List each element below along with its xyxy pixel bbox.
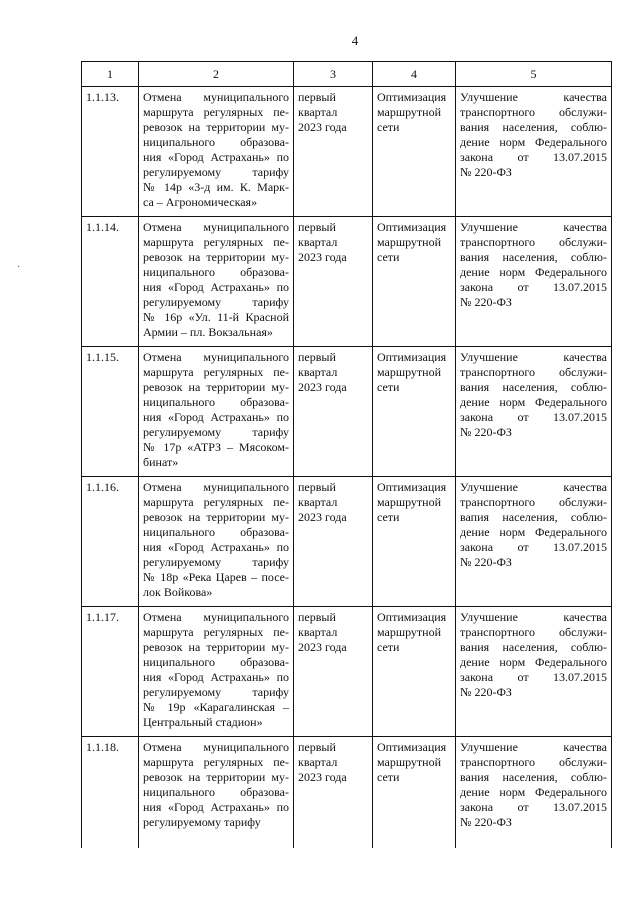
- cell-text-line: ниципального образова-: [143, 265, 289, 279]
- cell-text-line: транспортного обслужи-: [460, 495, 607, 509]
- cell-text-line: сети: [377, 640, 400, 654]
- cell-text-line: Оптимизация: [377, 220, 447, 234]
- description-cell: [139, 87, 294, 217]
- table-row: [82, 737, 612, 849]
- table-row: [82, 607, 612, 737]
- cell-text-line: вания населения, соблю-: [460, 250, 607, 264]
- cell-text-line: дение норм Федерального: [460, 135, 607, 149]
- cell-text-line: № 14р «3-д им. К. Марк-: [143, 180, 289, 194]
- cell-text-line: 2023 года: [298, 640, 347, 654]
- cell-text-line: ниципального образова-: [143, 525, 289, 539]
- cell-text-line: квартал: [298, 495, 338, 509]
- cell-text-line: Отмена муниципального: [143, 90, 289, 104]
- description-cell: [139, 477, 294, 607]
- cell-text-line: маршрутной: [377, 625, 442, 639]
- cell-text-line: дение норм Федерального: [460, 785, 607, 799]
- period-cell: [294, 477, 373, 607]
- cell-text-line: ревозок на территории му-: [143, 770, 289, 784]
- cell-text-line: первый: [298, 90, 336, 104]
- cell-text-line: дение норм Федерального: [460, 395, 607, 409]
- cell-text-line: Улучшение качества: [460, 610, 607, 624]
- description-cell: [139, 607, 294, 737]
- cell-text-line: Центральный стадион»: [143, 715, 263, 729]
- cell-text-line: маршрутной: [377, 365, 442, 379]
- cell-text-line: дение норм Федерального: [460, 655, 607, 669]
- cell-text-line: маршрута регулярных пе-: [143, 625, 289, 639]
- cell-text-line: ревозок на территории му-: [143, 120, 289, 134]
- cell-text-line: Оптимизация: [377, 350, 447, 364]
- column-header: 5: [456, 62, 612, 87]
- cell-text-line: закона от 13.07.2015: [460, 150, 607, 164]
- goal-cell: [456, 737, 612, 849]
- description-cell: [139, 347, 294, 477]
- cell-text-line: сети: [377, 510, 400, 524]
- column-header: 3: [294, 62, 373, 87]
- table-header-row: [82, 62, 612, 87]
- cell-text-line: закона от 13.07.2015: [460, 410, 607, 424]
- cell-text-line: маршрутной: [377, 755, 442, 769]
- cell-text-line: Оптимизация: [377, 90, 447, 104]
- cell-text-line: регулируемому тарифу: [143, 815, 261, 829]
- period-cell: [294, 737, 373, 849]
- margin-mark: ·: [17, 262, 21, 273]
- cell-text-line: регулируемому тарифу: [143, 165, 289, 179]
- measure-cell: [373, 477, 456, 607]
- cell-text-line: маршрута регулярных пе-: [143, 495, 289, 509]
- cell-text-line: регулируемому тарифу: [143, 425, 289, 439]
- cell-text-line: закона от 13.07.2015: [460, 540, 607, 554]
- cell-text-line: ревозок на территории му-: [143, 640, 289, 654]
- cell-text-line: № 220-ФЗ: [460, 685, 512, 699]
- cell-text-line: № 220-ФЗ: [460, 555, 512, 569]
- description-cell: [139, 737, 294, 849]
- cell-text-line: № 16р «Ул. 11-й Красной: [143, 310, 289, 324]
- cell-text-line: сети: [377, 120, 400, 134]
- measure-cell: [373, 217, 456, 347]
- cell-text-line: маршрутной: [377, 105, 442, 119]
- cell-text-line: вания населения, соблю-: [460, 770, 607, 784]
- goal-cell: [456, 347, 612, 477]
- item-number-cell: 1.1.14.: [82, 217, 139, 347]
- cell-text-line: 2023 года: [298, 510, 347, 524]
- table-row: [82, 347, 612, 477]
- period-cell: [294, 217, 373, 347]
- column-header: 1: [82, 62, 139, 87]
- description-cell: [139, 217, 294, 347]
- cell-text-line: маршрутной: [377, 495, 442, 509]
- cell-text-line: транспортного обслужи-: [460, 235, 607, 249]
- goal-cell: [456, 87, 612, 217]
- cell-text-line: Улучшение качества: [460, 350, 607, 364]
- cell-text-line: первый: [298, 220, 336, 234]
- cell-text-line: Отмена муниципального: [143, 610, 289, 624]
- cell-text-line: первый: [298, 740, 336, 754]
- cell-text-line: № 220-ФЗ: [460, 295, 512, 309]
- cell-text-line: ниципального образова-: [143, 655, 289, 669]
- cell-text-line: ния «Город Астрахань» по: [143, 540, 289, 554]
- cell-text-line: маршрута регулярных пе-: [143, 365, 289, 379]
- cell-text-line: квартал: [298, 365, 338, 379]
- measures-table: [81, 61, 612, 848]
- cell-text-line: Отмена муниципального: [143, 480, 289, 494]
- cell-text-line: квартал: [298, 235, 338, 249]
- period-cell: [294, 607, 373, 737]
- table-row: [82, 477, 612, 607]
- cell-text-line: № 18р «Река Царев – посе-: [143, 570, 289, 584]
- item-number-cell: 1.1.17.: [82, 607, 139, 737]
- cell-text-line: Улучшение качества: [460, 220, 607, 234]
- cell-text-line: сети: [377, 770, 400, 784]
- cell-text-line: квартал: [298, 755, 338, 769]
- cell-text-line: ния «Город Астрахань» по: [143, 670, 289, 684]
- period-cell: [294, 347, 373, 477]
- cell-text-line: са – Агрономическая»: [143, 195, 258, 209]
- measure-cell: [373, 607, 456, 737]
- cell-text-line: маршрута регулярных пе-: [143, 755, 289, 769]
- cell-text-line: ниципального образова-: [143, 395, 289, 409]
- cell-text-line: вапия населения, соблю-: [460, 510, 607, 524]
- cell-text-line: вания населения, соблю-: [460, 640, 607, 654]
- cell-text-line: сети: [377, 250, 400, 264]
- cell-text-line: сети: [377, 380, 400, 394]
- column-header: 2: [139, 62, 294, 87]
- cell-text-line: № 220-ФЗ: [460, 815, 512, 829]
- cell-text-line: квартал: [298, 625, 338, 639]
- cell-text-line: первый: [298, 610, 336, 624]
- cell-text-line: № 220-ФЗ: [460, 165, 512, 179]
- cell-text-line: ниципального образова-: [143, 785, 289, 799]
- cell-text-line: лок Войкова»: [143, 585, 213, 599]
- measure-cell: [373, 737, 456, 849]
- cell-text-line: закона от 13.07.2015: [460, 800, 607, 814]
- cell-text-line: регулируемому тарифу: [143, 295, 289, 309]
- cell-text-line: ревозок на территории му-: [143, 510, 289, 524]
- cell-text-line: вания населения, соблю-: [460, 120, 607, 134]
- measure-cell: [373, 87, 456, 217]
- cell-text-line: закона от 13.07.2015: [460, 280, 607, 294]
- cell-text-line: регулируемому тарифу: [143, 555, 289, 569]
- cell-text-line: ревозок на территории му-: [143, 250, 289, 264]
- cell-text-line: транспортного обслужи-: [460, 625, 607, 639]
- cell-text-line: дение норм Федерального: [460, 525, 607, 539]
- item-number-cell: 1.1.16.: [82, 477, 139, 607]
- column-header: 4: [373, 62, 456, 87]
- cell-text-line: 2023 года: [298, 250, 347, 264]
- cell-text-line: маршрутной: [377, 235, 442, 249]
- cell-text-line: первый: [298, 480, 336, 494]
- cell-text-line: Улучшение качества: [460, 90, 607, 104]
- cell-text-line: № 17р «АТРЗ – Мясоком-: [143, 440, 289, 454]
- goal-cell: [456, 477, 612, 607]
- cell-text-line: Улучшение качества: [460, 480, 607, 494]
- cell-text-line: ния «Город Астрахань» по: [143, 410, 289, 424]
- cell-text-line: маршрута регулярных пе-: [143, 235, 289, 249]
- cell-text-line: № 220-ФЗ: [460, 425, 512, 439]
- item-number-cell: 1.1.13.: [82, 87, 139, 217]
- cell-text-line: транспортного обслужи-: [460, 105, 607, 119]
- cell-text-line: Армии – пл. Вокзальная»: [143, 325, 273, 339]
- cell-text-line: Отмена муниципального: [143, 350, 289, 364]
- cell-text-line: 2023 года: [298, 120, 347, 134]
- cell-text-line: маршрута регулярных пе-: [143, 105, 289, 119]
- cell-text-line: закона от 13.07.2015: [460, 670, 607, 684]
- cell-text-line: первый: [298, 350, 336, 364]
- measure-cell: [373, 347, 456, 477]
- cell-text-line: ниципального образова-: [143, 135, 289, 149]
- cell-text-line: регулируемому тарифу: [143, 685, 289, 699]
- item-number-cell: 1.1.15.: [82, 347, 139, 477]
- page-number: 4: [351, 33, 359, 48]
- cell-text-line: Улучшение качества: [460, 740, 607, 754]
- period-cell: [294, 87, 373, 217]
- cell-text-line: ния «Город Астрахань» по: [143, 280, 289, 294]
- table-row: [82, 217, 612, 347]
- table-row: [82, 87, 612, 217]
- cell-text-line: транспортного обслужи-: [460, 365, 607, 379]
- item-number-cell: 1.1.18.: [82, 737, 139, 849]
- cell-text-line: ревозок на территории му-: [143, 380, 289, 394]
- cell-text-line: Оптимизация: [377, 480, 447, 494]
- cell-text-line: квартал: [298, 105, 338, 119]
- cell-text-line: Отмена муниципального: [143, 740, 289, 754]
- cell-text-line: бинат»: [143, 455, 179, 469]
- cell-text-line: 2023 года: [298, 770, 347, 784]
- cell-text-line: дение норм Федерального: [460, 265, 607, 279]
- cell-text-line: Оптимизация: [377, 740, 447, 754]
- cell-text-line: ния «Город Астрахань» по: [143, 150, 289, 164]
- cell-text-line: № 19р «Карагалинская –: [143, 700, 289, 714]
- goal-cell: [456, 217, 612, 347]
- cell-text-line: Оптимизация: [377, 610, 447, 624]
- cell-text-line: ния «Город Астрахань» по: [143, 800, 289, 814]
- goal-cell: [456, 607, 612, 737]
- cell-text-line: Отмена муниципального: [143, 220, 289, 234]
- cell-text-line: 2023 года: [298, 380, 347, 394]
- cell-text-line: транспортного обслужи-: [460, 755, 607, 769]
- cell-text-line: вания населения, соблю-: [460, 380, 607, 394]
